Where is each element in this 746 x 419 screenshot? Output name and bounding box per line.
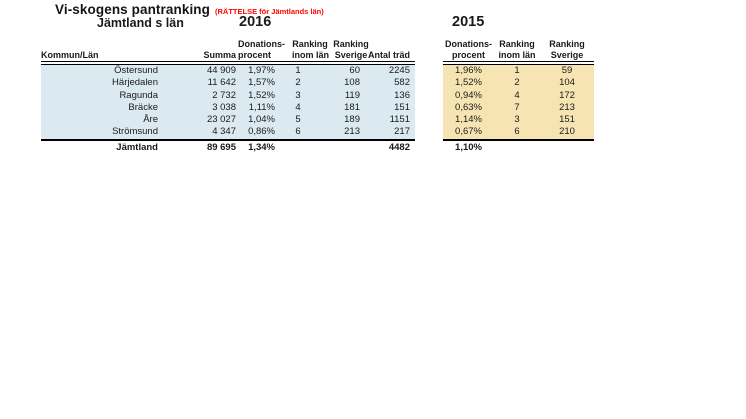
cell-procent: 1,04% xyxy=(248,114,275,126)
cell-rank-lan-2015: 2 xyxy=(514,77,520,89)
cell-rank-sverige-2015: 213 xyxy=(559,101,575,113)
cell-rank-lan-2015: 4 xyxy=(514,89,520,101)
cell-total-antal: 4482 xyxy=(388,142,410,154)
cell-antal: 151 xyxy=(394,101,410,113)
cell-kommun: Östersund xyxy=(114,65,158,76)
cell-total-rank-lan xyxy=(280,141,316,154)
cell-summa: 2 732 xyxy=(212,89,236,101)
cell-rank-lan-2015: 3 xyxy=(514,114,520,126)
table-row-ragunda xyxy=(41,90,415,102)
cell-summa: 4 347 xyxy=(212,126,236,138)
cell-procent: 1,11% xyxy=(248,101,275,113)
cell-rank-lan: 1 xyxy=(295,65,301,76)
cell-kommun: Härjedalen xyxy=(112,77,158,89)
table-row-ostersund xyxy=(41,65,415,77)
table-row-2015-ragunda xyxy=(443,90,594,102)
table-row-bracke xyxy=(41,102,415,114)
cell-antal: 217 xyxy=(394,126,410,138)
cell-antal: 1151 xyxy=(389,114,410,126)
table-2016-header-row xyxy=(41,38,415,61)
col-header-summa: Summa xyxy=(203,50,236,60)
table-2015 xyxy=(443,38,594,154)
col-header-ranking-sverige-2015: Ranking Sverige xyxy=(549,39,585,60)
cell-rank-sverige-2015: 151 xyxy=(559,114,575,126)
table-row-harjedalen xyxy=(41,77,415,89)
table-row-2015-ostersund xyxy=(443,65,594,77)
cell-kommun: Strömsund xyxy=(112,126,158,138)
total-row-2016 xyxy=(41,141,415,154)
cell-total-label: Jämtland xyxy=(116,142,158,154)
cell-procent-2015: 1,52% xyxy=(455,77,482,89)
cell-rank-sverige-2015: 104 xyxy=(559,77,575,89)
table-row-2015-are xyxy=(443,114,594,126)
col-header-antal-trad: Antal träd xyxy=(367,50,410,60)
cell-rank-sverige: 181 xyxy=(344,101,360,113)
cell-rank-sverige: 60 xyxy=(349,65,360,76)
cell-rank-sverige-2015: 210 xyxy=(559,126,575,138)
table-row-are xyxy=(41,114,415,126)
cell-procent-2015: 1,14% xyxy=(455,114,482,126)
col-header-kommun: Kommun/Län xyxy=(41,50,99,60)
year-2016-label: 2016 xyxy=(239,14,272,30)
cell-total-summa: 89 695 xyxy=(206,142,236,154)
page-title: Vi-skogens pantranking xyxy=(55,2,210,17)
cell-rank-lan: 5 xyxy=(295,114,301,126)
cell-rank-sverige: 119 xyxy=(344,89,360,101)
cell-rank-lan: 6 xyxy=(295,126,301,138)
col-header-ranking-sverige: Ranking Sverige xyxy=(333,39,369,60)
table-row-2015-bracke xyxy=(443,102,594,114)
table-2015-header-row xyxy=(443,38,594,61)
cell-rank-sverige: 213 xyxy=(344,126,360,138)
cell-rank-lan: 3 xyxy=(295,89,301,101)
cell-kommun: Åre xyxy=(143,114,158,126)
cell-rank-sverige: 108 xyxy=(344,77,360,89)
cell-procent-2015: 1,96% xyxy=(455,65,482,76)
cell-summa: 44 909 xyxy=(206,65,236,76)
col-header-ranking-inom-lan: Ranking inom län xyxy=(292,39,330,60)
cell-kommun: Bräcke xyxy=(128,101,158,113)
total-row-2015 xyxy=(443,141,594,154)
cell-summa: 23 027 xyxy=(206,114,236,126)
region-title: Jämtland s län xyxy=(97,16,184,30)
cell-procent: 1,97% xyxy=(248,65,275,76)
cell-rank-lan-2015: 1 xyxy=(514,65,520,76)
cell-rank-sverige: 189 xyxy=(344,114,360,126)
cell-procent-2015: 0,63% xyxy=(455,101,482,113)
cell-procent: 0,86% xyxy=(248,126,275,138)
table-2016 xyxy=(41,38,415,154)
cell-rank-lan: 2 xyxy=(295,77,301,89)
cell-total-procent: 1,34% xyxy=(248,142,275,154)
col-header-donationsprocent-2015: Donations- procent xyxy=(445,39,492,60)
cell-procent-2015: 0,67% xyxy=(455,126,482,138)
cell-summa: 11 642 xyxy=(207,77,236,89)
cell-antal: 136 xyxy=(394,89,410,101)
col-header-ranking-inom-lan-2015: Ranking inom län xyxy=(498,39,536,60)
cell-rank-lan-2015: 7 xyxy=(514,101,520,113)
table-row-2015-harjedalen xyxy=(443,77,594,89)
cell-antal: 2245 xyxy=(388,65,410,76)
cell-total-rank-sverige xyxy=(316,141,362,154)
title-line xyxy=(55,1,324,19)
cell-rank-sverige-2015: 59 xyxy=(561,65,573,76)
cell-procent: 1,52% xyxy=(248,89,275,101)
cell-procent: 1,57% xyxy=(248,77,275,89)
table-row-stromsund xyxy=(41,126,415,138)
cell-rank-lan-2015: 6 xyxy=(514,126,520,138)
cell-total-procent-2015: 1,10% xyxy=(455,142,482,154)
cell-kommun: Ragunda xyxy=(119,89,158,101)
cell-summa: 3 038 xyxy=(212,101,236,113)
cell-rank-lan: 4 xyxy=(295,101,301,113)
table-row-2015-stromsund xyxy=(443,126,594,138)
cell-procent-2015: 0,94% xyxy=(455,89,482,101)
year-2015-label: 2015 xyxy=(452,14,485,30)
correction-note: (RÄTTELSE för Jämtlands län) xyxy=(215,7,324,16)
cell-rank-sverige-2015: 172 xyxy=(559,89,575,101)
cell-antal: 582 xyxy=(394,77,410,89)
col-header-donationsprocent: Donations- procent xyxy=(238,39,285,60)
